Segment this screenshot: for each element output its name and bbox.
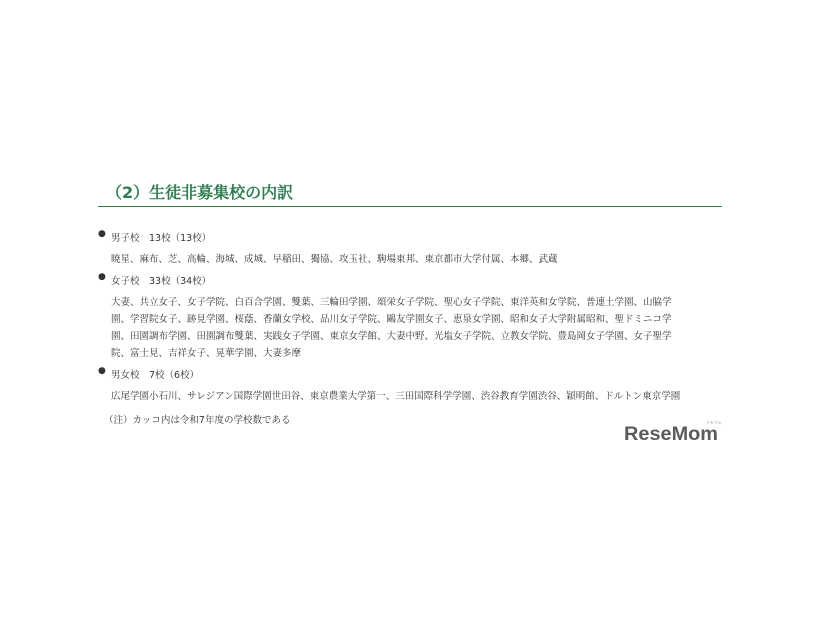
logo-kana: リセマム	[706, 420, 722, 425]
bullet-icon: ●	[98, 229, 106, 239]
school-list-line: 大妻、共立女子、女子学院、白百合学園、雙葉、三輪田学園、頌栄女子学院、聖心女子学院、東洋英和女学院、普連土学園、山脇学	[111, 297, 672, 308]
section-title: 男女校 7校（6校）	[111, 370, 200, 381]
section-heading: （2）生徒非募集校の内訳	[106, 183, 294, 202]
bullet-icon: ●	[98, 366, 106, 376]
school-list	[111, 294, 672, 362]
school-list	[111, 251, 558, 268]
logo-text: ReseMom	[624, 424, 718, 445]
school-list-line: 広尾学園小石川、サレジアン国際学園世田谷、東京農業大学第一、三田国際科学学園、渋谷教育学園渋谷、穎明館、ドルトン東京学園	[111, 391, 681, 402]
heading-divider	[98, 206, 722, 207]
school-list	[111, 388, 680, 405]
footnote: （注）カッコ内は令和7年度の学校数である	[104, 415, 291, 426]
bullet-icon: ●	[98, 272, 106, 282]
section-title: 男子校 13校（13校）	[111, 233, 212, 244]
school-list-line: 園、田園調布学園、田園調布雙葉、実践女子学園、東京女学館、大妻中野、光塩女子学院、立教女学院、豊島岡女子学園、女子聖学	[111, 331, 672, 342]
school-list-line: 院、富士見、吉祥女子、晃華学園、大妻多摩	[111, 348, 302, 359]
section-title: 女子校 33校（34校）	[111, 276, 212, 287]
school-list-line: 園、学習院女子、跡見学園、桜蔭、香蘭女学校、品川女子学院、鷗友学園女子、恵泉女学園、昭和女子大学附属昭和、聖ドミニコ学	[111, 314, 672, 325]
resemom-logo	[624, 420, 724, 446]
school-list-line: 暁星、麻布、芝、高輪、海城、成城、早稲田、獨協、攻玉社、駒場東邦、東京都市大学付属、本郷、武蔵	[111, 254, 558, 265]
